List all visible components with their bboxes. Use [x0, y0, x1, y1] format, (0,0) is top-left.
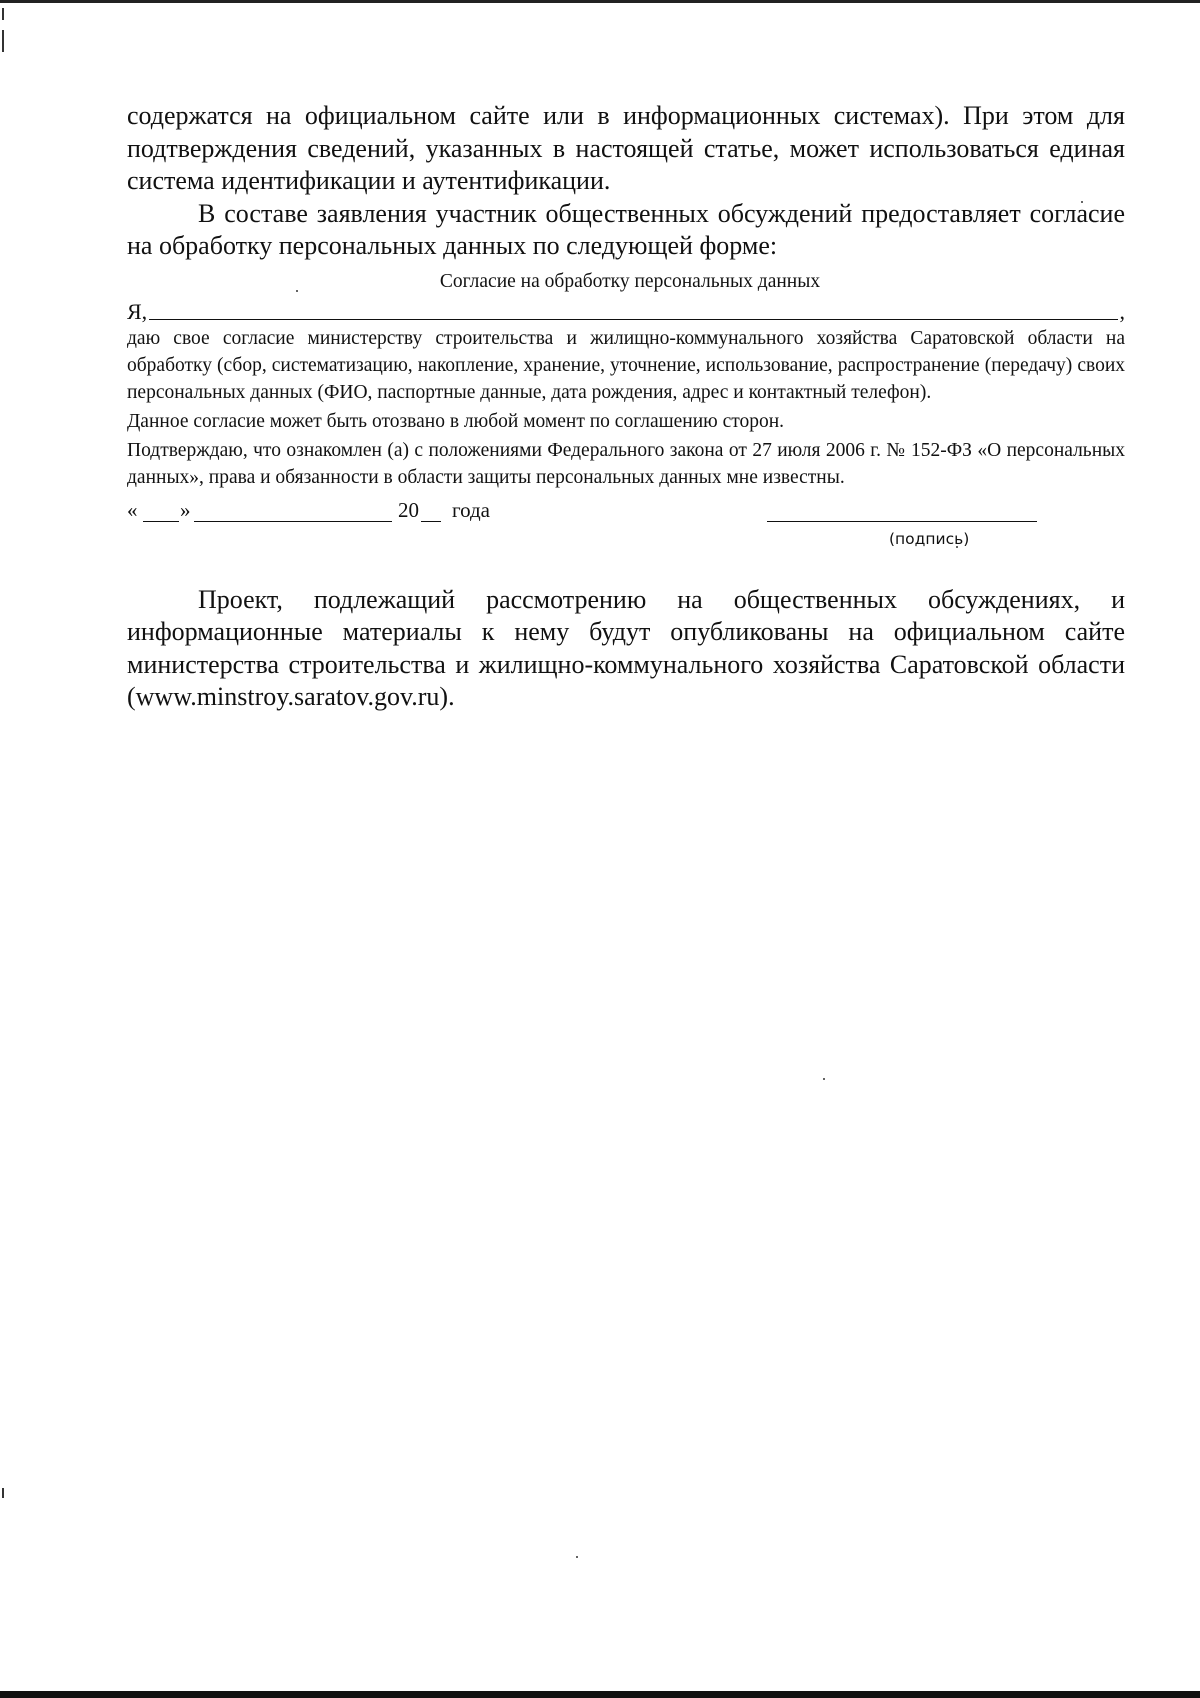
scan-speck	[823, 1078, 825, 1080]
year-suffix: года	[452, 497, 490, 522]
consent-text: даю свое согласие министерству строительства и жилищно-коммунального хозяйства Саратовской области на обработку (сбор, систематизацию, накопление, хранение, уточнение, использование, распространение (передачу) своих персональных данных (ФИО, паспортные данные, дата рождения, адрес и контактный телефон).	[127, 327, 1125, 403]
ya-label: Я,	[127, 298, 148, 324]
month-blank-field[interactable]	[194, 521, 392, 522]
signature-blank-field[interactable]	[767, 521, 1037, 522]
year-blank-field[interactable]	[421, 521, 441, 522]
paragraph-publication: Проект, подлежащий рассмотрению на общественных обсуждениях, и информационные материалы к нему будут опубликованы на официальном сайте министерства строительства и жилищно-коммунального хозяйства Саратовской области (www.minstroy.saratov.gov.ru).	[127, 584, 1125, 711]
consent-form-title: Согласие на обработку персональных данных	[439, 270, 821, 292]
scan-edge-mark	[2, 30, 4, 52]
name-blank-field[interactable]	[149, 319, 1117, 320]
year-prefix: 20	[398, 497, 419, 522]
document-page	[127, 100, 1125, 714]
confirmation-text: Подтверждаю, что ознакомлен (а) с положениями Федерального закона от 27 июля 2006 г. № 152-ФЗ «О персональных данных», права и обязанности в области защиты персональных данных мне известны.	[127, 439, 1125, 488]
name-entry-line	[127, 297, 1125, 325]
signature-caption: (подпись)	[889, 529, 970, 548]
date-open-quote: «	[127, 497, 138, 522]
paragraph-consent-intro: В составе заявления участник общественных обсуждений предоставляет согласие на обработку персональных данных по следующей форме:	[127, 198, 1125, 260]
paragraph-identification: содержатся на официальном сайте или в информационных системах). При этом для подтверждения сведений, указанных в настоящей статье, может использоваться единая система идентификации и аутентификации.	[127, 101, 1125, 195]
date-signature-row	[127, 497, 1125, 531]
ya-comma: ,	[1119, 298, 1125, 324]
scan-border-top	[0, 0, 1200, 3]
scan-edge-mark	[2, 8, 4, 20]
scan-edge-mark	[2, 1488, 4, 1498]
date-close-quote: »	[180, 497, 191, 522]
revocation-text: Данное согласие может быть отозвано в любой момент по соглашению сторон.	[127, 410, 785, 432]
scan-border-bottom	[0, 1691, 1200, 1698]
day-blank-field[interactable]	[143, 521, 179, 522]
scan-speck	[576, 1556, 578, 1558]
